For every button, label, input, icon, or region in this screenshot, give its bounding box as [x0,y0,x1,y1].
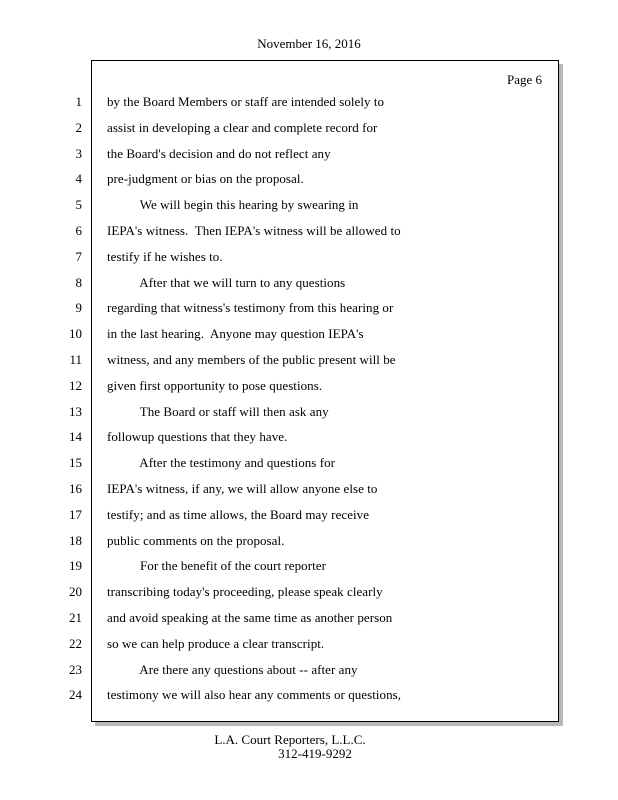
transcript-line: After that we will turn to any questions [107,274,346,290]
line-number: 1 [75,94,82,109]
transcript-line: assist in developing a clear and complete record for [107,119,378,135]
transcript-line: in the last hearing. Anyone may question IEPA's [107,326,364,342]
line-number: 7 [75,248,82,264]
transcript-line: given first opportunity to pose questions. [107,377,323,393]
line-number: 15 [69,455,82,471]
transcript-line: transcribing today's proceeding, please speak clearly [107,584,383,600]
transcript-line: Are there any questions about -- after any [107,661,358,677]
line-number: 3 [75,145,82,161]
transcript-line: For the benefit of the court reporter [107,558,326,574]
line-number: 18 [69,532,82,548]
transcript-line: testimony we will also hear any comments or questions, [107,687,402,703]
line-number: 11 [69,352,82,367]
line-number: 13 [69,403,82,419]
line-number: 16 [69,481,82,496]
transcript-line: IEPA's witness. Then IEPA's witness will be allowed to [107,223,401,238]
transcript-line: public comments on the proposal. [107,532,285,548]
transcript-line: so we can help produce a clear transcript. [107,635,325,651]
line-number: 14 [69,429,82,445]
transcript-line: testify if he wishes to. [107,248,223,264]
line-number: 24 [69,687,82,703]
line-number: 9 [75,300,82,316]
line-number: 17 [69,506,82,522]
transcript-line: the Board's decision and do not reflect any [107,145,331,161]
line-number: 23 [69,661,82,677]
line-number: 12 [69,377,82,393]
transcript-line: After the testimony and questions for [107,455,336,471]
line-number: 6 [75,223,82,238]
line-number: 8 [75,274,82,290]
line-number: 21 [69,610,82,625]
footer-phone: 312-419-9292 [278,746,352,761]
line-number: 2 [75,119,82,135]
header-date: November 16, 2016 [257,36,361,51]
transcript-line: IEPA's witness, if any, we will allow anyone else to [107,481,378,496]
transcript-line: by the Board Members or staff are intended solely to [107,94,385,109]
line-number: 5 [75,197,82,213]
transcript-line: followup questions that they have. [107,429,288,445]
line-number: 20 [69,584,82,600]
line-number: 10 [69,326,82,342]
transcript-line: regarding that witness's testimony from this hearing or [107,300,394,316]
transcript-line: witness, and any members of the public present will be [107,352,396,367]
transcript-line: We will begin this hearing by swearing in [107,197,359,213]
page-number: Page 6 [506,72,542,87]
transcript-line: pre-judgment or bias on the proposal. [107,171,304,187]
footer-company: L.A. Court Reporters, L.L.C. [214,732,366,747]
line-number: 4 [75,171,82,187]
transcript-line: The Board or staff will then ask any [107,403,329,419]
line-number: 22 [69,635,82,651]
transcript-line: and avoid speaking at the same time as another person [107,610,393,625]
line-number: 19 [69,558,82,574]
transcript-line: testify; and as time allows, the Board may receive [107,506,370,522]
